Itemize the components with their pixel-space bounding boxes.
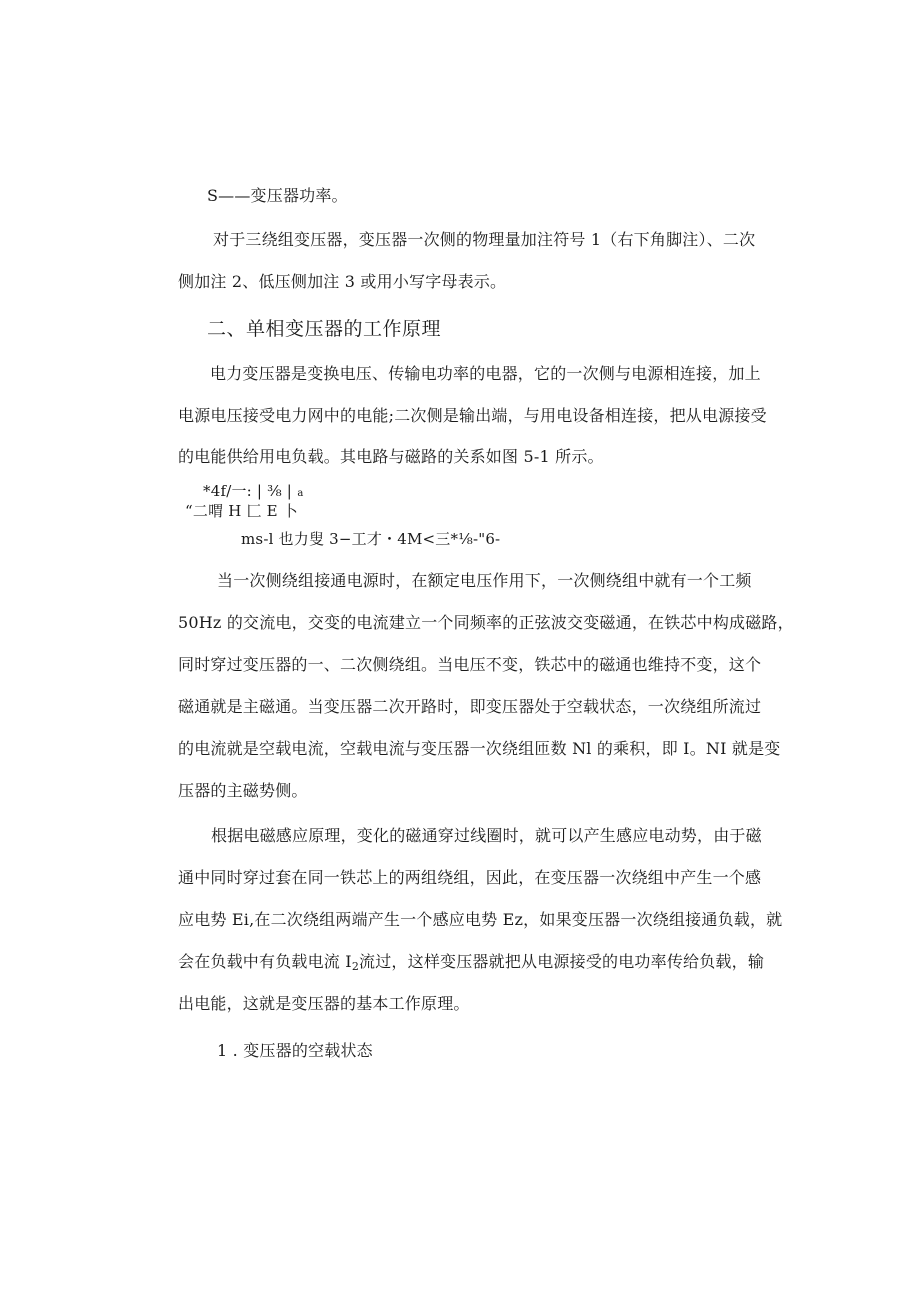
para2-line3: 的电能供给用电负载。其电路与磁路的关系如图 5-1 所示。	[178, 447, 604, 466]
figure-garble-line2: “二喟 H 匚 E 卜	[185, 502, 298, 520]
figure-garble-line1-tail: a	[297, 488, 304, 499]
para4-line5: 出电能，这就是变压器的基本工作原理。	[178, 994, 470, 1013]
para4-line4-post: 流过，这样变压器就把从电源接受的电功率传给负载，输	[359, 952, 765, 971]
para3-line4: 磁通就是主磁通。当变压器二次开路时，即变压器处于空载状态，一次绕组所流过	[178, 697, 762, 716]
para4-line4	[178, 952, 764, 972]
para3-line3: 同时穿过变压器的一、二次侧绕组。当电压不变，铁芯中的磁通也维持不变，这个	[178, 655, 762, 674]
para1-line1: 对于三绕组变压器，变压器一次侧的物理量加注符号 1（右下角脚注）、二次	[213, 230, 756, 249]
para2-line2: 电源电压接受电力网中的电能;二次侧是输出端，与用电设备相连接，把从电源接受	[178, 406, 767, 425]
current-subscript: 2	[351, 960, 360, 973]
figure-garble-line1	[203, 481, 304, 504]
para4-line4-pre: 会在负载中有负载电流 I	[178, 952, 352, 971]
para3-line5: 的电流就是空载电流，空载电流与变压器一次绕组匝数 Nl 的乘积，即 I。NI 就是变	[178, 739, 781, 758]
para3-line2: 50Hz 的交流电，交变的电流建立一个同频率的正弦波交变磁通，在铁芯中构成磁路，	[178, 613, 794, 632]
definition-line: S——变压器功率。	[207, 186, 348, 205]
para4-line2: 通中同时穿过套在同一铁芯上的两组绕组，因此，在变压器一次绕组中产生一个感	[178, 868, 762, 887]
subsection-heading: 1 . 变压器的空载状态	[217, 1041, 373, 1060]
figure-garble-line3: ms-l 也力叟 3−工才・4M<三*⅛-"6-	[241, 530, 501, 548]
figure-garble-line1-main: *4f/一: | ⅜ |	[203, 482, 293, 500]
para4-line3: 应电势 Ei,在二次绕组两端产生一个感应电势 Ez，如果变压器一次绕组接通负载，就	[178, 910, 783, 929]
para3-line6: 压器的主磁势侧。	[178, 781, 308, 800]
para3-line1: 当一次侧绕组接通电源时，在额定电压作用下，一次侧绕组中就有一个工频	[217, 571, 752, 590]
section-heading: 二、单相变压器的工作原理	[207, 318, 442, 340]
para1-line2: 侧加注 2、低压侧加注 3 或用小写字母表示。	[178, 272, 507, 291]
para4-line1: 根据电磁感应原理，变化的磁通穿过线圈时，就可以产生感应电动势，由于磁	[211, 826, 762, 845]
para2-line1: 电力变压器是变换电压、传输电功率的电器，它的一次侧与电源相连接，加上	[210, 364, 761, 383]
